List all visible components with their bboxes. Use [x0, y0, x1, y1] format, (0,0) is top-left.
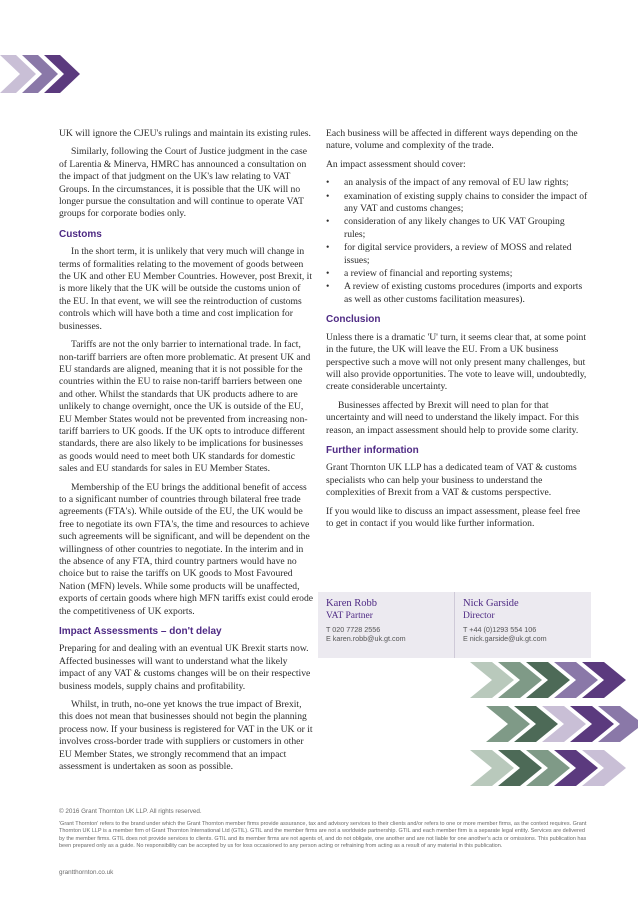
impact-assessment-list: [326, 177, 588, 306]
paragraph: Similarly, following the Court of Justice judgment in the case of Larentia & Minerva, HMRC has announced a consultation on the impact of that judgment on the UK's law relating to VAT Groups. In the circumstances, it is possible that the UK will no longer pursue the consultation and will continue to operate VAT groups for corporate bodies only.: [59, 146, 307, 220]
top-chevron-decoration: [0, 0, 110, 110]
chevron-row-3: [470, 750, 626, 786]
footer-copyright: © 2016 Grant Thornton UK LLP. All rights reserved.: [59, 808, 202, 815]
section-heading-conclusion: Conclusion: [326, 314, 381, 326]
list-item-text: consideration of any likely changes to UK VAT Grouping rules;: [344, 216, 565, 240]
chevron-row-1: [470, 662, 626, 698]
footer-website: grantthornton.co.uk: [59, 869, 114, 876]
contact-role: Director: [463, 611, 495, 621]
contact-email: E nick.garside@uk.gt.com: [463, 634, 547, 643]
paragraph: Grant Thornton UK LLP has a dedicated team of VAT & customs specialists who can help your business to understand the complexities of Brexit from a VAT & customs perspective.: [326, 462, 577, 499]
paragraph: Each business will be affected in different ways depending on the nature, volume and complexity of the trade.: [326, 128, 578, 152]
list-item: [326, 242, 588, 267]
section-heading-impact-assessments: Impact Assessments – don't delay: [59, 626, 222, 638]
contact-role: VAT Partner: [326, 611, 373, 621]
contact-card: [318, 592, 455, 658]
footer-legal-text: 'Grant Thornton' refers to the brand under which the Grant Thornton member firms provide assurance, tax and advisory services to their clients and/or refers to one or more member firms, as the context requires. Grant Thornton UK LLP is a member firm of Grant Thornton International Ltd (GTIL). GTIL and the member firms are not a worldwide partnership. GTIL and each member firm is a separate legal entity. Services are delivered by the member firms. GTIL does not provide services to clients. GTIL and its member firms are not agents of, and do not obligate, one another and are not liable for one another's acts or omissions. This publication has been prepared only as a guide. No responsibility can be accepted by us for loss occasioned to any person acting or refraining from acting as a result of any material in this publication.: [59, 821, 587, 849]
bullet-icon: •: [326, 190, 330, 202]
paragraph: Businesses affected by Brexit will need to plan for that uncertainty and will need to understand the likely impact. For this reason, an impact assessment should help to provide some clarity.: [326, 399, 579, 436]
contact-name: Karen Robb: [326, 598, 378, 609]
bullet-icon: •: [326, 281, 330, 293]
paragraph: If you would like to discuss an impact assessment, please feel free to get in contact if you would like further information.: [326, 505, 581, 529]
contact-email: E karen.robb@uk.gt.com: [326, 634, 406, 643]
bullet-icon: •: [326, 242, 330, 254]
list-item: [326, 177, 588, 189]
section-heading-further-information: Further information: [326, 444, 419, 456]
contact-name: Nick Garside: [463, 598, 519, 609]
paragraph: Preparing for and dealing with an eventual UK Brexit starts now. Affected businesses will want to understand what the likely impact of any VAT & customs changes will be on their respective business models, supply chains and profitability.: [59, 643, 311, 692]
section-heading-customs: Customs: [59, 228, 102, 240]
list-item-text: a review of financial and reporting systems;: [344, 268, 513, 280]
contact-phone: T +44 (0)1293 554 106: [463, 625, 537, 634]
contact-phone: T 020 7728 2556: [326, 625, 381, 634]
paragraph: Whilst, in truth, no-one yet knows the true impact of Brexit, this does not mean that businesses should not begin the planning process now. If your business is registered for VAT in the UK or it involves cross-border trade with suppliers or customers in other EU Member States, we strongly recommend that an impact assessment is undertaken as soon as possible.: [59, 699, 313, 773]
list-item: [326, 281, 588, 306]
list-item-text: A review of existing customs procedures (imports and exports as well as other customs facilitation measures).: [344, 281, 583, 305]
contacts-box: [318, 592, 591, 658]
list-item-text: an analysis of the impact of any removal of EU law rights;: [344, 177, 569, 189]
paragraph: Membership of the EU brings the additional benefit of access to a significant number of countries through bilateral free trade agreements (FTA's). While outside of the EU, the UK would be free to negotiate its own FTA's, the time and resources to achieve such agreements will be significant, and will be dependent on the willingness of other countries to negotiate. In the interim and in the absence of any FTA, third country partners would have no choice but to raise the tariffs on UK goods to Most Favoured Nation (MFN) levels. While some products will be unaffected, exports of certain goods where high MFN tariffs exist could erode the competitiveness of UK exports.: [59, 481, 313, 617]
bullet-icon: •: [326, 216, 330, 228]
bullet-icon: •: [326, 268, 330, 280]
paragraph: UK will ignore the CJEU's rulings and maintain its existing rules.: [59, 128, 311, 139]
paragraph: An impact assessment should cover:: [326, 158, 466, 170]
list-item: [326, 191, 588, 216]
list-item-text: for digital service providers, a review of MOSS and related issues;: [344, 242, 572, 266]
list-item: [326, 268, 588, 280]
left-column: [59, 128, 313, 780]
paragraph: Unless there is a dramatic 'U' turn, it seems clear that, at some point in the future, the UK will leave the EU. From a UK business perspective such a move will not only present many challenges, but will also provide opportunities. The vote to leave will, undoubtedly, create considerable uncertainty.: [326, 331, 587, 393]
contact-card: [455, 592, 591, 658]
bullet-icon: •: [326, 177, 330, 189]
list-item: [326, 216, 588, 241]
paragraph: In the short term, it is unlikely that very much will change in terms of formalities relating to the movement of goods between the UK and other EU Member Countries. However, post Brexit, it is more likely that the UK will be outside the customs union of the EU. In that event, we will see the reintroduction of customs controls which will have both a time and cost implication for businesses.: [59, 246, 312, 332]
paragraph: Tariffs are not the only barrier to international trade. In fact, non-tariff barriers are often more problematic. At present UK and EU standards are aligned, meaning that it is not possible for the countries within the EU to raise non-tariff barriers between one and other. Whilst the standards that UK products adhere to are unlikely to change overnight, once the UK is outside of the EU, EU Member States would not be prevented from increasing non-tariff barriers to UK goods. If the UK opts to introduce different standards, there are also likely to be implications for businesses as goods would need to meet both UK standards for domestic sales and EU standards for sales in EU Member States.: [59, 339, 311, 475]
right-column: [326, 128, 588, 536]
list-item-text: examination of existing supply chains to consider the impact of any VAT and customs changes;: [344, 190, 588, 215]
chevron-row-2: [486, 706, 638, 742]
